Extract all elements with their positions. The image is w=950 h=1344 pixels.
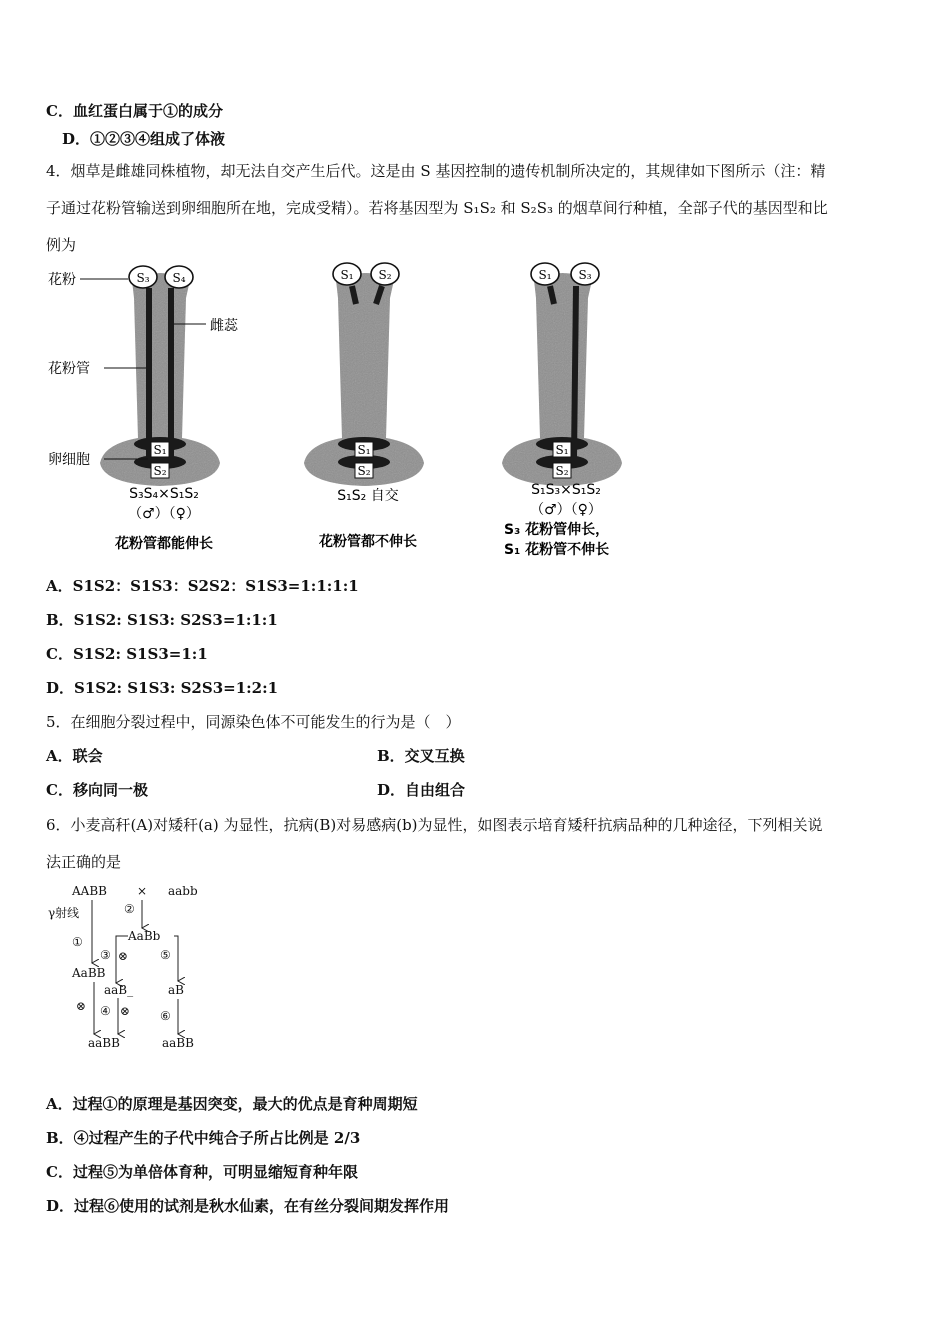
q6-stem-line2: 法正确的是: [46, 853, 122, 871]
self-symbol-3: ⊗: [118, 949, 129, 963]
mutant-aabb: AaBB: [72, 966, 106, 980]
q3-option-c: C．血红蛋白属于①的成分: [46, 102, 223, 120]
p3-pollen-right-label: S₃: [578, 268, 592, 282]
step-2: ②: [124, 902, 135, 916]
q4-stem-part-b: 的烟草间行种植，全部子代的基因型和比: [552, 199, 828, 217]
p2-cross-caption: S₁S₂ 自交: [337, 488, 399, 504]
step-4: ④: [100, 1004, 111, 1018]
p1-pollen-left-label: S₃: [136, 271, 150, 285]
p3-result-line2: S₁ 花粉管不伸长: [504, 542, 610, 558]
p3-egg-top: S₁: [555, 443, 569, 457]
q4-genotype-2: S₂S₃: [520, 199, 553, 217]
step-3: ③: [100, 948, 111, 962]
p3-cross-caption: S₁S₃×S₁S₂: [531, 482, 601, 498]
q5-option-d: D．自由组合: [377, 781, 466, 799]
ab-haploid: aB: [168, 983, 184, 997]
q4-genotype-1: S₁S₂: [463, 199, 496, 217]
aab-blank: aaB_: [104, 983, 134, 997]
q6-option-a: A．过程①的原理是基因突变，最大的优点是育种周期短: [46, 1095, 418, 1113]
q4-stem-line1: 4．烟草是雌雄同株植物，却无法自交产生后代。这是由 S 基因控制的遗传机制所决定的，其规律如下图所示（注：精: [46, 162, 826, 180]
label-pollen: 花粉: [48, 272, 76, 288]
self-symbol-a: ⊗: [76, 999, 87, 1013]
p1-result-caption: 花粉管都能伸长: [115, 536, 213, 552]
f1-aabb: AaBb: [128, 929, 161, 943]
p2-egg-bottom: S₂: [357, 464, 371, 478]
parent-aabb-lower: aabb: [168, 884, 198, 898]
p1-pollen-right-label: S₄: [172, 271, 186, 285]
pollen-grain-s2-b: [371, 263, 399, 285]
self-symbol-4: ⊗: [120, 1004, 131, 1018]
step-6: ⑥: [160, 1009, 171, 1023]
p3-pollen-left-label: S₁: [538, 268, 552, 282]
q5-stem: 5．在细胞分裂过程中，同源染色体不可能发生的行为是（ ）: [46, 713, 461, 731]
q4-stem-part-a: 子通过花粉管输送到卵细胞所在地，完成受精）。若将基因型为: [46, 199, 464, 217]
pollen-grain-s3-c: [571, 263, 599, 285]
q4-option-b: B．S1S2: S1S3: S2S3=1:1:1: [46, 611, 278, 629]
pollen-grain-s4: [165, 266, 193, 288]
q6-stem-line1: 6．小麦高秆(A)对矮秆(a) 为显性，抗病(B)对易感病(b)为显性，如图表示培育矮秆抗病品种的几种途径，下列相关说: [46, 816, 823, 834]
q6-option-c: C．过程⑤为单倍体育种，可明显缩短育种年限: [46, 1163, 358, 1181]
pollen-grain-s1-c: [531, 263, 559, 285]
label-pistil: 雌蕊: [210, 318, 238, 334]
output-aabb-left: aaBB: [88, 1036, 120, 1050]
p3-result-line1: S₃ 花粉管伸长，: [504, 522, 610, 538]
label-egg-cell: 卵细胞: [48, 452, 90, 468]
q4-stem-line3: 例为: [46, 236, 77, 254]
pollen-grain-s1-b: [333, 263, 361, 285]
q5-option-b: B．交叉互换: [377, 747, 465, 765]
output-aabb-right: aaBB: [162, 1036, 194, 1050]
step-5: ⑤: [160, 948, 171, 962]
q6-option-b: B．④过程产生的子代中纯合子所占比例是 2/3: [46, 1129, 361, 1147]
q5-option-c: C．移向同一极: [46, 781, 148, 799]
label-pollen-tube: 花粉管: [48, 361, 90, 377]
q4-stem-line2: [46, 197, 828, 218]
q4-option-a: A．S1S2：S1S3：S2S2：S1S3=1:1:1:1: [46, 577, 359, 595]
p1-cross-caption: S₃S₄×S₁S₂: [129, 486, 199, 502]
p1-egg-top: S₁: [153, 443, 167, 457]
cross-sign: ×: [137, 884, 148, 898]
p1-sex-caption: （♂）（♀）: [128, 506, 200, 522]
q4-pollen-tube-figure: [40, 258, 660, 563]
q4-option-c: C．S1S2: S1S3=1:1: [46, 645, 208, 663]
gamma-ray-label: γ射线: [48, 906, 80, 920]
p2-pollen-right-label: S₂: [378, 268, 392, 282]
p2-egg-top: S₁: [357, 443, 371, 457]
p1-egg-bottom: S₂: [153, 464, 167, 478]
q3-option-d: D．①②③④组成了体液: [62, 130, 226, 148]
q5-option-a: A．联会: [46, 747, 103, 765]
p3-sex-caption: （♂）（♀）: [530, 502, 602, 518]
p2-pollen-left-label: S₁: [340, 268, 354, 282]
q4-option-d: D．S1S2: S1S3: S2S3=1:2:1: [46, 679, 279, 697]
pollen-grain-s3: [129, 266, 157, 288]
q4-stem-mid: 和: [495, 199, 521, 217]
q6-option-d: D．过程⑥使用的试剂是秋水仙素，在有丝分裂间期发挥作用: [46, 1197, 450, 1215]
p2-result-caption: 花粉管都不伸长: [319, 534, 417, 550]
p3-egg-bottom: S₂: [555, 464, 569, 478]
step-1: ①: [72, 935, 83, 949]
q6-breeding-diagram: [44, 878, 244, 1058]
parent-aabb-upper: AABB: [72, 884, 107, 898]
